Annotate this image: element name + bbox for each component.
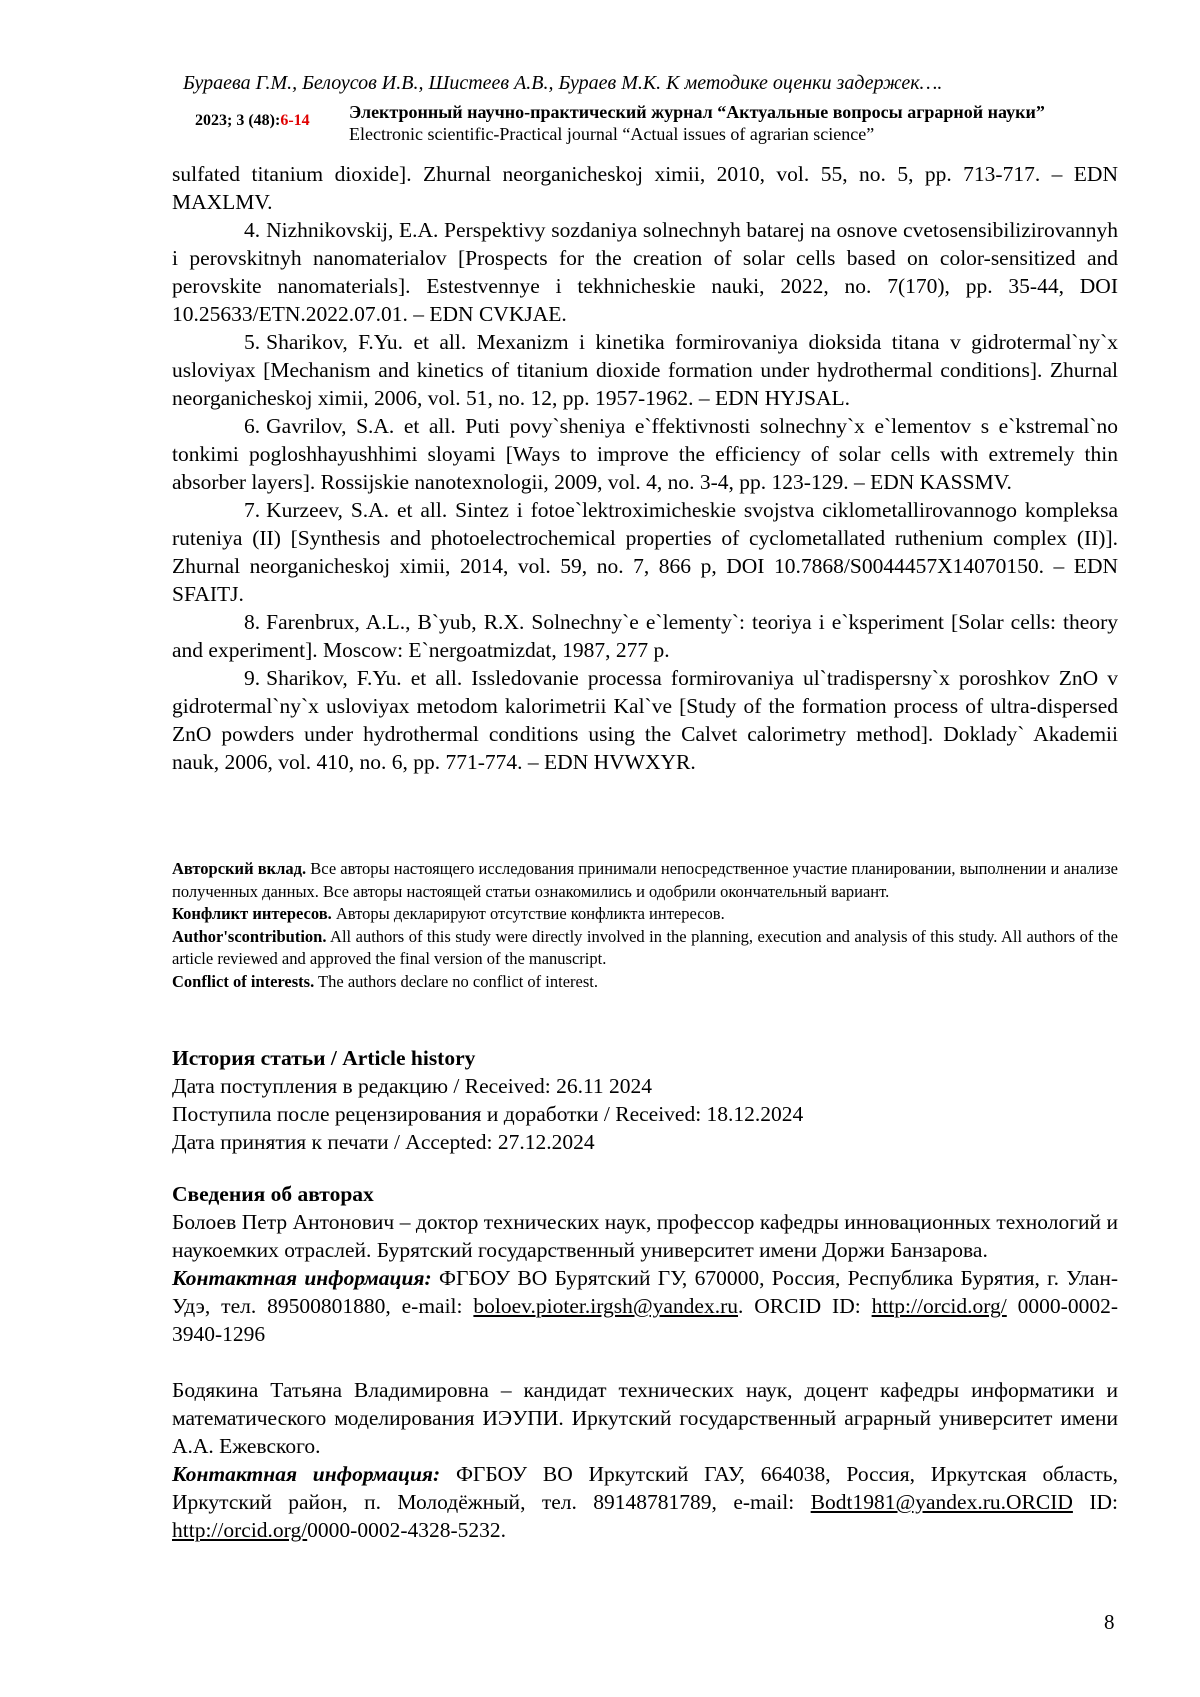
contact-text-orcid: ID: (1072, 1490, 1118, 1514)
email-link[interactable]: boloev.pioter.irgsh@yandex.ru (473, 1294, 739, 1318)
declarations (172, 858, 1118, 993)
page-number: 8 (1104, 1610, 1115, 1634)
contribution-en-label: Author'scontribution. (172, 926, 327, 946)
reference-item (172, 664, 1118, 776)
reference-item (172, 328, 1118, 412)
author-bio: Болоев Петр Антонович – доктор технических наук, профессор кафедры инновационных технологий и наукоемких отраслей. Бурятский государственный университет имени Доржи Банзарова. (172, 1210, 1118, 1262)
article-history (172, 1044, 1118, 1156)
contribution-en (172, 926, 1118, 971)
orcid-link[interactable]: http://orcid.org/ (871, 1294, 1007, 1318)
contribution-ru-text: Все авторы настоящего исследования принимали непосредственное участие планировании, выполнении и анализе полученных данных. Все авторы настоящей статьи ознакомились и одобрили окончательный вариант. (172, 859, 1118, 901)
reference-text: Gavrilov, S.A. et all. Puti povy`sheniya e`ffektivnosti solnechny`x e`lementov s e`kstremal`no tonkimi pogloshhayushhimi sloyami [Ways to improve the efficiency of solar cells with extremely thin absorber layers]. Rossijskie nanotexnologii, 2009, vol. 4, no. 3-4, pp. 123-129. – EDN KASSMV. (172, 414, 1118, 494)
authors-info (172, 1180, 1118, 1544)
reference-item (172, 608, 1118, 664)
issue-number: 2023; 3 (48): (195, 112, 281, 129)
reference-text: Kurzeev, S.A. et all. Sintez i fotoe`lektroximicheskie svojstva ciklometallirovannogo kompleksa ruteniya (II) [Synthesis and photoelectrochemical properties of cyclometallated ruthenium complex (II)]. Zhurnal neorganicheskoj ximii, 2014, vol. 59, no. 7, 866 p, DOI 10.7868/S0044457X14070150. – EDN SFAITJ. (172, 498, 1118, 606)
author-bio: Бодякина Татьяна Владимировна – кандидат технических наук, доцент кафедры информатики и математического моделирования ИЭУПИ. Иркутский государственный аграрный университет имени А.А. Ежевского. (172, 1378, 1118, 1458)
issue-pages: 6-14 (280, 112, 310, 129)
reference-number: 8. (244, 610, 261, 634)
conflict-ru (172, 903, 1118, 926)
reference-number: 7. (244, 498, 261, 522)
author-contact (172, 1264, 1118, 1348)
history-accepted: Дата принятия к печати / Accepted: 27.12.2024 (172, 1130, 595, 1154)
reference-text: Farenbrux, A.L., B`yub, R.X. Solnechny`e e`lementy`: teoriya i e`ksperiment [Solar cells: theory and experiment]. Moscow: E`nergoatmizdat, 1987, 277 p. (172, 610, 1118, 662)
authors-heading: Сведения об авторах (172, 1182, 374, 1206)
running-head: Бураева Г.М., Белоусов И.В., Шистеев А.В., Бураев М.К. К методике оценки задержек…. (183, 72, 943, 94)
contact-label: Контактная информация: (172, 1462, 441, 1486)
reference-item (172, 412, 1118, 496)
contact-text: ФГБОУ ВО Бурятский ГУ, 670000, Россия, Республика Бурятия, г. Улан-Удэ, тел. 89500801880, e-mail: (172, 1266, 1118, 1318)
reference-continuation: sulfated titanium dioxide]. Zhurnal neorganicheskoj ximii, 2010, vol. 55, no. 5, pp. 713-717. – EDN MAXLMV. (172, 162, 1118, 214)
contact-text-orcid: . ORCID ID: (738, 1294, 872, 1318)
conflict-ru-label: Конфликт интересов. (172, 904, 332, 923)
reference-item (172, 216, 1118, 328)
contribution-en-text: All authors of this study were directly involved in the planning, execution and analysis of this study. All authors of the article reviewed and approved the final version of the manuscript. (172, 926, 1118, 968)
orcid-id: 0000-0002-3940-1296 (172, 1294, 1118, 1346)
email-link[interactable]: Bodt1981@yandex.ru.ORCID (810, 1490, 1073, 1514)
reference-list (172, 160, 1118, 776)
conflict-en-text: The authors declare no conflict of interest. (314, 971, 598, 991)
contact-text: ФГБОУ ВО Иркутский ГАУ, 664038, Россия, Иркутская область, Иркутский район, п. Молодёжный, тел. 89148781789, e-mail: (172, 1462, 1118, 1514)
contribution-ru-label: Авторский вклад. (172, 859, 307, 878)
history-revised: Поступила после рецензирования и доработки / Received: 18.12.2024 (172, 1102, 804, 1126)
issue-info (195, 112, 310, 130)
reference-item (172, 496, 1118, 608)
contribution-ru (172, 858, 1118, 903)
conflict-ru-text: Авторы декларируют отсутствие конфликта интересов. (331, 904, 725, 923)
conflict-en (172, 971, 1118, 994)
contact-label: Контактная информация: (172, 1266, 432, 1290)
history-received: Дата поступления в редакцию / Received: 26.11 2024 (172, 1074, 653, 1098)
reference-number: 5. (244, 330, 261, 354)
author-contact (172, 1460, 1118, 1544)
journal-title-ru: Электронный научно-практический журнал “Актуальные вопросы аграрной науки” (349, 102, 1045, 122)
reference-text: Nizhnikovskij, E.A. Perspektivy sozdaniya solnechnyh batarej na osnove cvetosensibilizirovannyh i perovskitnyh nanomaterialov [Prospects for the creation of solar cells based on color-sensitized and perovskite nanomaterials]. Estestvennye i tekhnicheskie nauki, 2022, no. 7(170), pp. 35-44, DOI 10.25633/ETN.2022.07.01. – EDN CVKJAE. (172, 218, 1118, 326)
reference-number: 6. (244, 414, 261, 438)
reference-number: 9. (244, 666, 261, 690)
reference-text: Sharikov, F.Yu. et all. Issledovanie processa formirovaniya ul`tradispersny`x poroshkov ZnO v gidrotermal`ny`x usloviyax metodom kalorimetrii Kal`ve [Study of the formation process of ultra-dispersed ZnO powders under hydrothermal conditions using the Calvet calorimetry method]. Doklady` Akademii nauk, 2006, vol. 410, no. 6, pp. 771-774. – EDN HVWXYR. (172, 666, 1118, 774)
orcid-id: 0000-0002-4328-5232. (307, 1518, 507, 1542)
conflict-en-label: Conflict of interests. (172, 971, 315, 991)
journal-title-en: Electronic scientific-Practical journal “Actual issues of agrarian science” (349, 124, 875, 144)
spacer (172, 1348, 1118, 1376)
history-heading: История статьи / Article history (172, 1046, 476, 1070)
reference-text: Sharikov, F.Yu. et all. Mexanizm i kinetika formirovaniya dioksida titana v gidrotermal`ny`x usloviyax [Mechanism and kinetics of titanium dioxide formation under hydrothermal conditions]. Zhurnal neorganicheskoj ximii, 2006, vol. 51, no. 12, pp. 1957-1962. – EDN HYJSAL. (172, 330, 1118, 410)
orcid-link[interactable]: http://orcid.org/ (172, 1518, 308, 1542)
reference-number: 4. (244, 218, 261, 242)
